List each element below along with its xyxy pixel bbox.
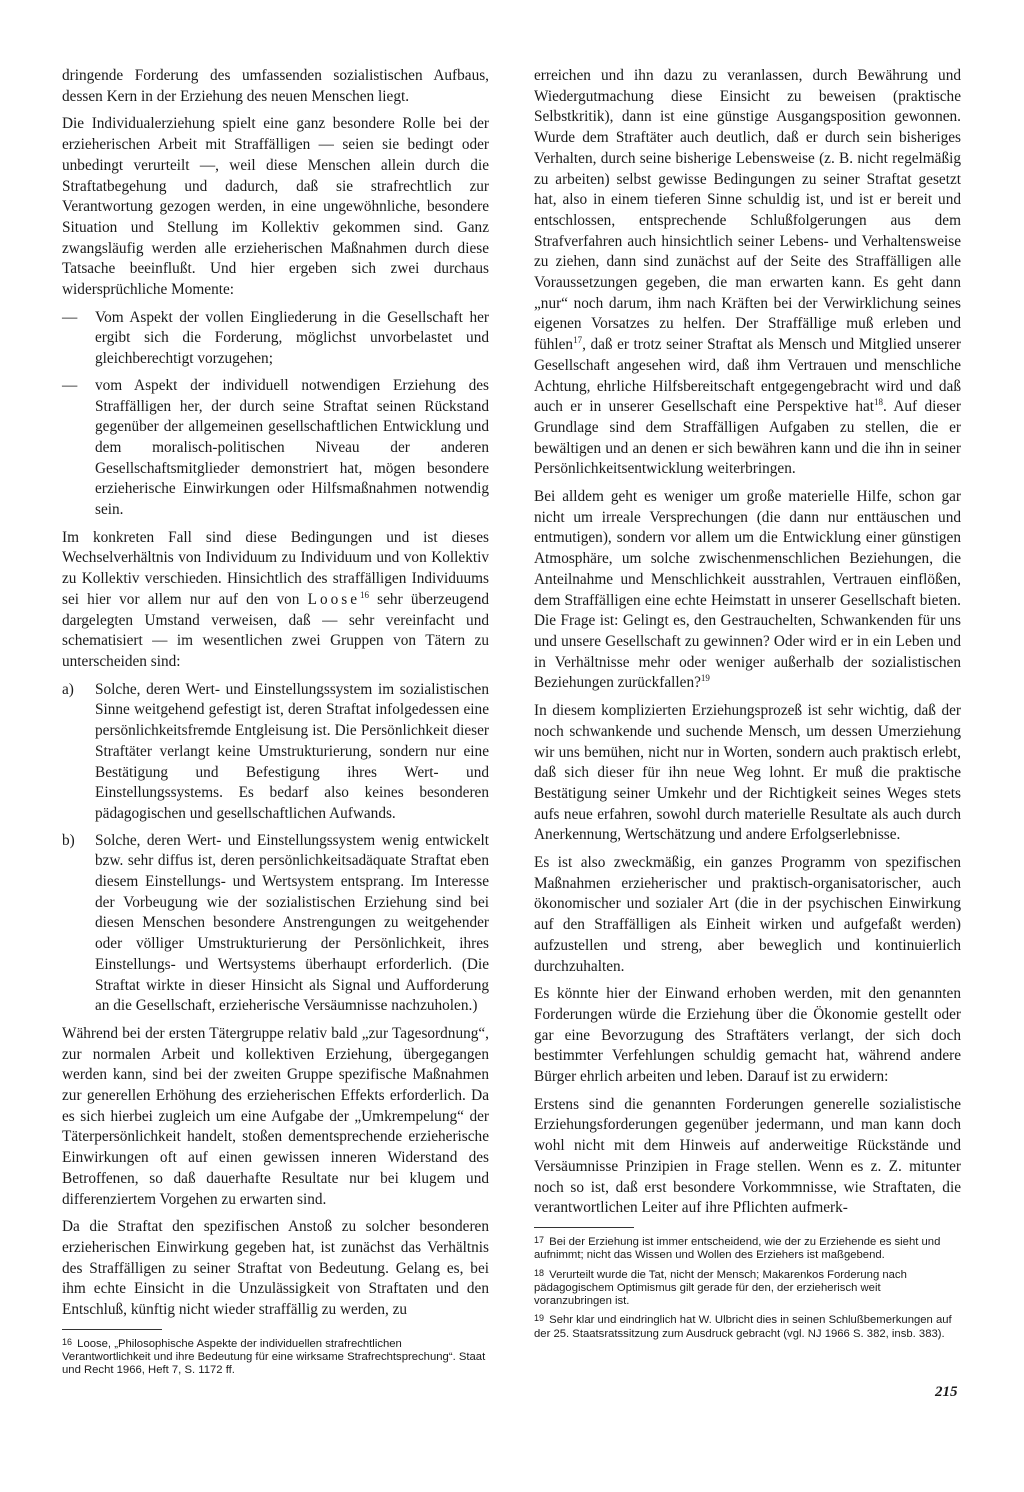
footnote (534, 1267, 961, 1309)
footnote (534, 1234, 961, 1263)
text-run: Bei alldem geht es weniger um große materielle Hilfe, schon gar nicht um irreale Versprechungen (die dann nur enttäuschen und entmutigen), sondern vor allem um die Entwicklung einer günstigen Atmosphäre, um solche zwischenmenschlichen Beziehungen, die Anteilnahme und Menschlichkeit ausstrahlen, Vertrauen einflößen, dem Straffälligen eine echte Heimstatt in unserer Gesellschaft bieten. Die Frage ist: Gelingt es, den Gestrauchelten, Schwankenden für uns und unsere Gesellschaft zu gewinnen? Oder wird er in ein Leben und in Verhältnisse mehr oder weniger außerhalb der sozialistischen Beziehungen zurückfallen? (534, 488, 961, 692)
paragraph: Es könnte hier der Einwand erhoben werden, mit den genannten Forderungen würde die Erziehung über die Ökonomie gestellt oder gar eine Bevorzugung des Straftäters verlangt, der sich doch bestimmter Verfehlungen schuldig gemacht hat, während andere Bürger ehrlich arbeiten und leben. Darauf ist zu erwidern: (534, 985, 961, 1086)
paragraph (62, 528, 489, 673)
list-item-text: Vom Aspekt der vollen Eingliederung in die Gesellschaft her ergibt sich die Forderung, möglichst unvorbelastet und gleichberechtigt vorzugehen; (95, 308, 489, 368)
list-item-text: vom Aspekt der individuell notwendigen Erziehung des Straffälligen her, der durch seine Straftat seinen Rückstand gegenüber der allgemeinen gesellschaftlichen Entwicklung und dem moralisch-politischen Niveau der anderen Gesellschaftsmitglieder demonstriert hat, mögen besondere erzieherische Einwirkungen oder Hilfsmaßnahmen notwendig sein. (95, 376, 489, 519)
footnote-ref: 19 (700, 673, 710, 684)
paragraph (534, 66, 961, 480)
list-item (62, 680, 489, 825)
footnote-divider (534, 1227, 634, 1228)
footnote-number: 16 (62, 1336, 73, 1347)
footnote (62, 1336, 489, 1378)
list-marker: b) (62, 831, 75, 849)
list-item-text: Solche, deren Wert- und Einstellungssystem im sozialistischen Sinne weitgehend gefestigt ist, deren Straftat infolgedessen eine persönlichkeitsfremde Entgleisung ist. Die Persönlichkeit dieser Straftäter verlangt keine Umstrukturierung, sondern nur eine Bestätigung und Befestigung ihres Wert- und Einstellungssystems. Es bedarf also keines besonderen pädagogischen und gesellschaftlichen Aufwands. (95, 680, 489, 822)
right-column (534, 66, 961, 1345)
footnote-ref: 18 (874, 397, 884, 408)
dash-list (62, 308, 489, 521)
list-item (62, 376, 489, 521)
footnote-text: Bei der Erziehung ist immer entscheidend, wie der zu Erziehende es sieht und aufnimmt; nicht das Wissen und Wollen des Erziehers ist maßgebend. (534, 1235, 941, 1262)
footnote-text: Loose, „Philosophische Aspekte der individuellen strafrechtlichen Verantwortlichkeit und ihre Bedeutung für eine wirksame Strafrechtsprechung“. Staat und Recht 1966, Heft 7, S. 1172 ff. (62, 1337, 486, 1377)
paragraph: dringende Forderung des umfassenden sozialistischen Aufbaus, dessen Kern in der Erziehung des neuen Menschen liegt. (62, 67, 489, 105)
footnote-number: 19 (534, 1313, 545, 1324)
left-column (62, 66, 489, 1382)
list-item (62, 308, 489, 370)
paragraph: Während bei der ersten Tätergruppe relativ bald „zur Tagesordnung“, zur normalen Arbeit und kollektiven Erziehung, übergegangen werden kann, sind bei der zweiten Gruppe spezifische Maßnahmen zur generellen Erhöhung des erzieherischen Effekts erforderlich. Da es sich hierbei zugleich um eine Aufgabe der „Umkrempelung“ der Täterpersönlichkeit handelt, stoßen dementsprechende erzieherische Einwirkungen oft auf einen gewissen inneren Widerstand des Betroffenen, so daß dauerhafte Resultate nur bei klugem und differenziertem Vorgehen zu erwarten sind. (62, 1024, 489, 1208)
paragraph: In diesem komplizierten Erziehungsprozeß ist sehr wichtig, daß der noch schwankende und suchende Mensch, um dessen Umerziehung wir uns bemühen, nicht nur in Worten, sondern auch praktisch erlebt, daß sich dieser für ihn neue Weg lohnt. Er muß die praktische Bestätigung seiner Umkehr und der Richtigkeit seines Weges stets aufs neue erfahren, sowohl durch materielle Resultate als auch durch Anerkennung, Wertschätzung und andere Erfolgserlebnisse. (534, 702, 961, 844)
paragraph (534, 487, 961, 694)
footnote-divider (62, 1329, 162, 1330)
footnote-ref: 16 (359, 589, 369, 600)
paragraph: Es ist also zweckmäßig, ein ganzes Programm von spezifischen Maßnahmen erzieherischer und praktisch-organisatorischer, auch ökonomischer und sozialer Art (die in der psychischen Einwirkung auf den Straffälligen als Einheit wirken und aufgefaßt werden) aufzustellen und streng, aber beweglich und kontinuierlich durchzuhalten. (534, 854, 961, 975)
alpha-list (62, 680, 489, 1017)
footnote-text: Sehr klar und eindringlich hat W. Ulbricht dies in seinen Schlußbemerkungen auf der 25. Staatsratssitzung zum Ausdruck gebracht (vgl. NJ 1966 S. 382, insb. 383). (534, 1314, 952, 1340)
list-item-text: Solche, deren Wert- und Einstellungssystem wenig entwickelt bzw. sehr diffus ist, deren persönlichkeitsadäquate Straftat eben diesem Einstellungs- und Wertsystem entsprang. Im Interesse der Vorbeugung wie der sozialistischen Erziehung sind bei diesen Menschen besondere Anstrengungen zu weitgehender oder völliger Umstrukturierung der Persönlichkeit, ihres Einstellungs- und Wertsystems überhaupt erforderlich. (Die Straftat wirkte in dieser Hinsicht als Signal und Aufforderung an die Gesellschaft, erzieherische Versäumnisse nachzuholen.) (95, 831, 489, 1015)
author-name: Loose (307, 590, 360, 608)
footnote-number: 18 (534, 1267, 545, 1278)
paragraph: Da die Straftat den spezifischen Anstoß zu solcher besonderen erzieherischen Einwirkung gegeben hat, ist zunächst das Verhältnis des Straffälligen zu seiner Straftat von Bedeutung. Gelang es, bei ihm echte Einsicht in die Unzulässigkeit von Straftaten und den Entschluß, künftig nicht wieder straffällig zu werden, zu (62, 1218, 489, 1319)
list-item (62, 831, 489, 1017)
footnote (534, 1312, 961, 1341)
text-run: sehr überzeugend dargelegten Umstand verweisen, daß — sehr vereinfacht und schematisiert — im wesentlichen zwei Gruppen von Tätern zu unterscheiden sind: (62, 590, 489, 670)
footnote-number: 17 (534, 1234, 545, 1245)
dash-marker: — (62, 376, 78, 394)
list-marker: a) (62, 680, 74, 698)
paragraph: Erstens sind die genannten Forderungen generelle sozialistische Erziehungsforderungen gegenüber jedermann, und man kann doch wohl nicht mit dem Hinweis auf anderweitige Rückstände und Versäumnisse Prinzipien in Frage stellen. Wenn es z. Z. mitunter noch so ist, daß erst besondere Vorkommnisse, wie Straftaten, die verantwortlichen Leiter auf ihre Pflichten aufmerk- (534, 1095, 961, 1217)
text-run: , daß er trotz seiner Straftat als Mensch und Mitglied unserer Gesellschaft angesehen wird, daß ihm Vertrauen und menschliche Achtung, ehrliche Hilfsbereitschaft entgegengebracht wird und daß auch er in unserer Gesellschaft eine Perspektive hat (534, 336, 961, 416)
footnote-text: Verurteilt wurde die Tat, nicht der Mensch; Makarenkos Forderung nach pädagogischem Optimismus gilt gerade für den, der erzieherisch weit voranzubringen ist. (534, 1268, 907, 1308)
paragraph: Die Individualerziehung spielt eine ganz besondere Rolle bei der erzieherischen Arbeit mit Straffälligen — seien sie bedingt oder unbedingt verurteilt —, weil diese Menschen allein durch die Straftatbegehung und dadurch, daß sie strafrechtlich zur Verantwortung gezogen werden, in eine ungewöhnliche, besondere Situation und Stellung im Kollektiv gekommen sind. Ganz zwangsläufig werden alle erzieherischen Maßnahmen durch diese Tatsache beeinflußt. Und hier ergeben sich zwei durchaus widersprüchliche Momente: (62, 115, 489, 299)
footnote-ref: 17 (573, 335, 583, 346)
text-run: Im konkreten Fall sind diese Bedingungen und ist dieses Wechselverhältnis von Individuum zu Individuum und von Kollektiv zu Kollektiv verschieden. Hinsichtlich des straffälligen Individuums sei hier vor allem nur auf den von (62, 528, 489, 608)
text-run: . Auf dieser Grundlage sind dem Straffälligen Aufgaben zu stellen, die er bewältigen und an denen er sich bewähren kann und die ihn in seiner Persönlichkeitsentwicklung weiterbringen. (534, 398, 961, 478)
dash-marker: — (62, 308, 78, 326)
page-number: 215 (935, 1384, 958, 1400)
text-run: erreichen und ihn dazu zu veranlassen, durch Bewährung und Wiedergutmachung diese Einsicht zu beweisen (praktische Selbstkritik), dann ist eine günstige Ausgangsposition gewonnen. Wurde dem Straftäter auch deutlich, daß er durch sein bisheriges Verhalten, durch seine bisherige Lebensweise (z. B. nicht regelmäßig zu arbeiten) selbst gewisse Bedingungen zu seiner Straftat gesetzt hat, also in einem tieferen Sinne schuldig ist, und ist er bereit und entschlossen, entsprechende Schlußfolgerungen aus dem Strafverfahren auch hinsichtlich seiner Lebens- und Verhaltensweise zu ziehen, dann sind zunächst auf der Seite des Straffälligen alle Voraussetzungen gegeben, die man erwarten kann. Es geht dann „nur“ noch darum, ihm nach Kräften bei der Verwirklichung seines eigenen Vorsatzes zu helfen. Der Straffällige muß erleben und fühlen (534, 67, 961, 354)
